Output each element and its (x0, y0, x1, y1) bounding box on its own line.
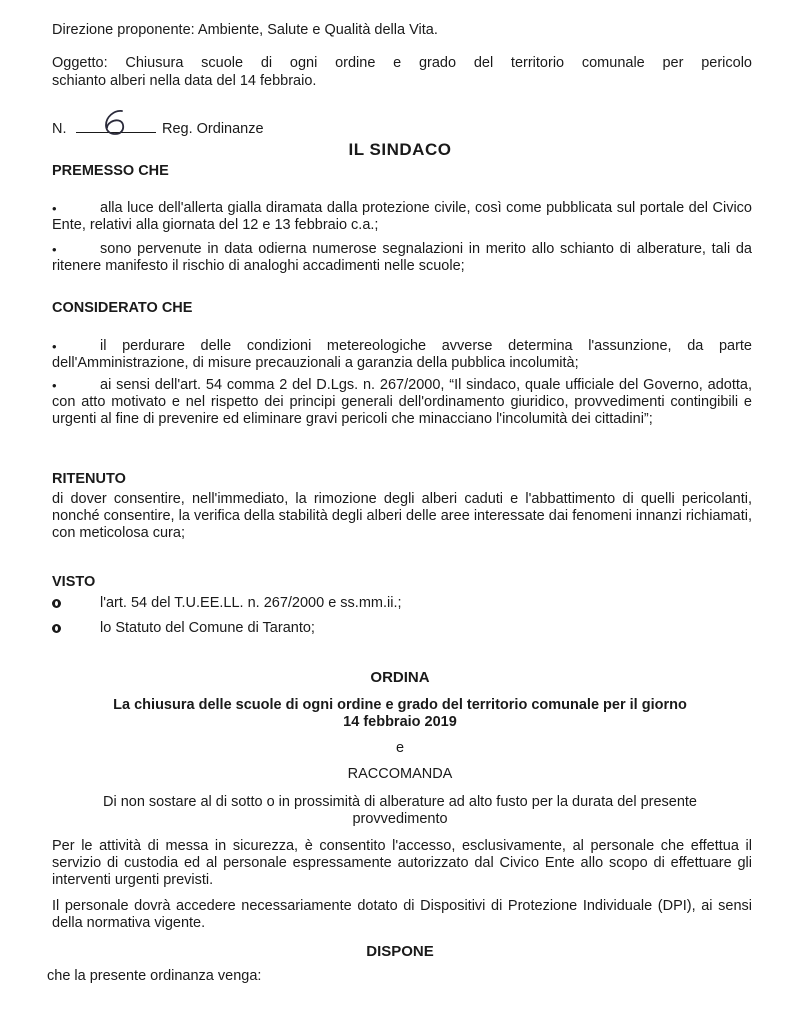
considerato-item-1: il perdurare delle condizioni metereologiche avverse determina l'assunzione, da parte dell'Amministrazione, di misure precauzionali a garanzia della pubblica incolumità; (52, 338, 752, 371)
oggetto-line-2: schianto alberi nella data del 14 febbraio. (52, 73, 317, 89)
ritenuto-text: di dover consentire, nell'immediato, la rimozione degli alberi caduti e l'abbattimento di quelli pericolanti, nonché consentire, la verifica della stabilità degli alberi delle aree interessate dai fenomeni innanzi richiamati, con meticolosa cura; (52, 491, 752, 541)
oggetto-line-1: Oggetto: Chiusura scuole di ogni ordine e grado del territorio comunale per pericolo (52, 55, 752, 71)
premesso-item-1: alla luce dell'allerta gialla diramata dalla protezione civile, così come pubblicata sul portale del Civico Ente, relativi alla giornata del 12 e 13 febbraio c.a.; (52, 200, 752, 233)
considerato-heading: CONSIDERATO CHE (52, 300, 193, 316)
ritenuto-heading: RITENUTO (52, 471, 126, 487)
dispone-heading: DISPONE (366, 943, 434, 960)
circle-bullet-icon (52, 624, 61, 633)
bullet-dot: • (52, 378, 57, 393)
handwritten-number (100, 107, 130, 137)
ordina-line-1: La chiusura delle scuole di ogni ordine e grado del territorio comunale per il giorno (113, 697, 687, 713)
sindaco-heading: IL SINDACO (348, 140, 452, 159)
bullet-dot: • (52, 339, 57, 354)
messa-in-sicurezza-paragraph: Per le attività di messa in sicurezza, è consentito l'accesso, esclusivamente, al personale che effettua il servizio di custodia ed al personale espressamente autorizzato dal Civico Ente allo scopo di effettuare gli interventi urgenti previsti. (52, 838, 752, 888)
direzione-line: Direzione proponente: Ambiente, Salute e Qualità della Vita. (52, 22, 438, 38)
bullet-dot: • (52, 242, 57, 257)
number-value (0, 0, 1, 1)
conjunction-e: e (395, 740, 405, 756)
premesso-heading: PREMESSO CHE (52, 163, 169, 179)
dpi-paragraph: Il personale dovrà accedere necessariamente dotato di Dispositivi di Protezione Individuale (DPI), ai sensi della normativa vigente. (52, 898, 752, 931)
ordina-line-2: 14 febbraio 2019 (343, 714, 457, 730)
circle-bullet-icon (52, 599, 61, 608)
bullet-dot: • (52, 201, 57, 216)
raccomanda-heading: RACCOMANDA (347, 766, 453, 782)
dispone-text: che la presente ordinanza venga: (47, 968, 262, 984)
visto-item-1: l'art. 54 del T.U.EE.LL. n. 267/2000 e ss.mm.ii.; (100, 595, 402, 611)
considerato-item-2: ai sensi dell'art. 54 comma 2 del D.Lgs. n. 267/2000, “Il sindaco, quale ufficiale del Governo, adotta, con atto motivato e nel rispetto dei principi generali dell'ordinamento giuridico, provvedimenti contingibili e urgenti al fine di prevenire ed eliminare gravi pericoli che minacciano l'incolumità dei cittadini”; (52, 377, 752, 427)
reg-ordinanze-label: Reg. Ordinanze (162, 121, 264, 137)
visto-item-2: lo Statuto del Comune di Taranto; (100, 620, 315, 636)
visto-heading: VISTO (52, 574, 96, 590)
premesso-item-2: sono pervenute in data odierna numerose segnalazioni in merito allo schianto di alberature, tali da ritenere manifesto il rischio di analoghi accadimenti nelle scuole; (52, 241, 752, 274)
raccomanda-line-1: Di non sostare al di sotto o in prossimità di alberature ad alto fusto per la durata del presente (102, 794, 698, 810)
raccomanda-line-2: provvedimento (352, 811, 448, 827)
ordina-heading: ORDINA (370, 669, 430, 686)
number-label: N. (52, 121, 67, 137)
